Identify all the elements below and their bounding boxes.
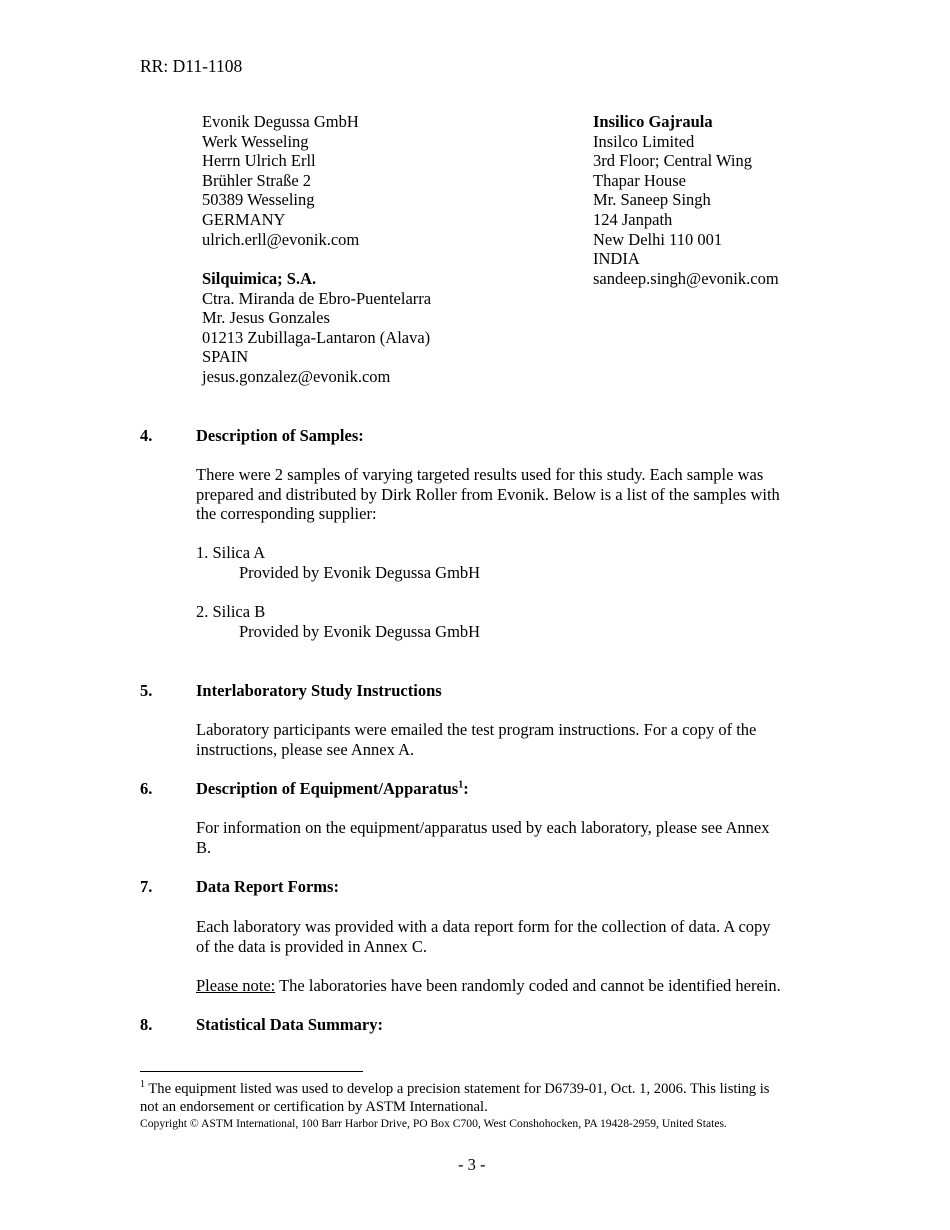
page-number: - 3 -	[458, 1155, 486, 1174]
paragraph-line: B.	[196, 837, 212, 857]
sample-provider: Provided by Evonik Degussa GmbH	[239, 622, 481, 641]
paragraph-line: Laboratory participants were emailed the test program instructions. For a copy of the	[196, 720, 757, 739]
address-line: 3rd Floor; Central Wing	[593, 151, 752, 171]
section-number: 4.	[140, 426, 153, 445]
footnote-line	[140, 1081, 769, 1098]
note-line	[196, 976, 781, 996]
address-evonik	[202, 112, 359, 249]
address-insilico	[593, 112, 779, 288]
address-line: Mr. Jesus Gonzales	[202, 308, 330, 328]
section-number: 6.	[140, 779, 153, 798]
section-title: Description of Samples:	[196, 426, 364, 445]
paragraph-line: the corresponding supplier:	[196, 504, 377, 524]
address-line: INDIA	[593, 249, 640, 269]
sample-provider: Provided by Evonik Degussa GmbH	[239, 563, 481, 582]
section-title: Interlaboratory Study Instructions	[196, 681, 442, 700]
paragraph-line: For information on the equipment/apparatus used by each laboratory, please see Annex	[196, 818, 770, 837]
paragraph-line: Each laboratory was provided with a data report form for the collection of data. A copy	[196, 917, 771, 936]
address-name: Silquimica; S.A.	[202, 269, 317, 288]
section-title-text: Description of Equipment/Apparatus	[196, 779, 459, 798]
section-number: 7.	[140, 877, 153, 896]
address-name: Insilico Gajraula	[593, 112, 713, 131]
section-paragraph	[196, 917, 771, 956]
section-paragraph	[196, 818, 770, 857]
copyright: Copyright © ASTM International, 100 Barr Harbor Drive, PO Box C700, West Conshohocken, PA 19428-2959, United States.	[140, 1117, 727, 1130]
address-line: Thapar House	[593, 170, 687, 190]
section-title: Data Report Forms:	[196, 877, 339, 896]
section-number: 5.	[140, 681, 153, 700]
paragraph-line: of the data is provided in Annex C.	[196, 936, 427, 956]
address-silquimica	[202, 269, 431, 387]
footnote-marker: 1	[140, 1079, 145, 1091]
section-paragraph	[196, 465, 780, 524]
footnote-text: The equipment listed was used to develop a precision statement for D6739-01, Oct. 1, 2006. This listing is	[145, 1081, 770, 1097]
address-line: 50389 Wesseling	[202, 190, 315, 210]
section-number: 8.	[140, 1015, 153, 1034]
address-line: Mr. Saneep Singh	[593, 190, 711, 210]
sample-label: 1. Silica A	[196, 543, 266, 562]
sample-label: 2. Silica B	[196, 602, 266, 621]
address-line: Brühler Straße 2	[202, 170, 312, 190]
address-line: 124 Janpath	[593, 209, 673, 229]
section-title	[196, 779, 469, 799]
paragraph-line: instructions, please see Annex A.	[196, 739, 415, 759]
report-id: RR: D11-1108	[140, 56, 243, 76]
address-name: Evonik Degussa GmbH	[202, 112, 359, 131]
address-email: ulrich.erll@evonik.com	[202, 229, 360, 249]
footnote-line: not an endorsement or certification by ASTM International.	[140, 1099, 488, 1115]
address-line: SPAIN	[202, 347, 249, 367]
section-paragraph	[196, 720, 756, 759]
section-title: Statistical Data Summary:	[196, 1015, 383, 1034]
address-line: 01213 Zubillaga-Lantaron (Alava)	[202, 327, 431, 347]
footnote-ref: 1	[458, 779, 464, 791]
paragraph-line: There were 2 samples of varying targeted results used for this study. Each sample was	[196, 465, 764, 484]
footnote-rule	[140, 1071, 363, 1072]
note-label: Please note:	[196, 976, 276, 995]
section-title-suffix: :	[463, 779, 469, 798]
paragraph-line: prepared and distributed by Dirk Roller from Evonik. Below is a list of the samples with	[196, 484, 780, 504]
address-line: Werk Wesseling	[202, 131, 309, 151]
address-line: GERMANY	[202, 209, 286, 229]
address-line: New Delhi 110 001	[593, 229, 723, 249]
address-email: sandeep.singh@evonik.com	[593, 268, 779, 288]
address-email: jesus.gonzalez@evonik.com	[202, 366, 391, 386]
address-line: Insilco Limited	[593, 131, 695, 151]
address-line: Herrn Ulrich Erll	[202, 151, 316, 171]
note-text: The laboratories have been randomly coded and cannot be identified herein.	[275, 976, 781, 995]
address-line: Ctra. Miranda de Ebro-Puentelarra	[202, 288, 432, 308]
